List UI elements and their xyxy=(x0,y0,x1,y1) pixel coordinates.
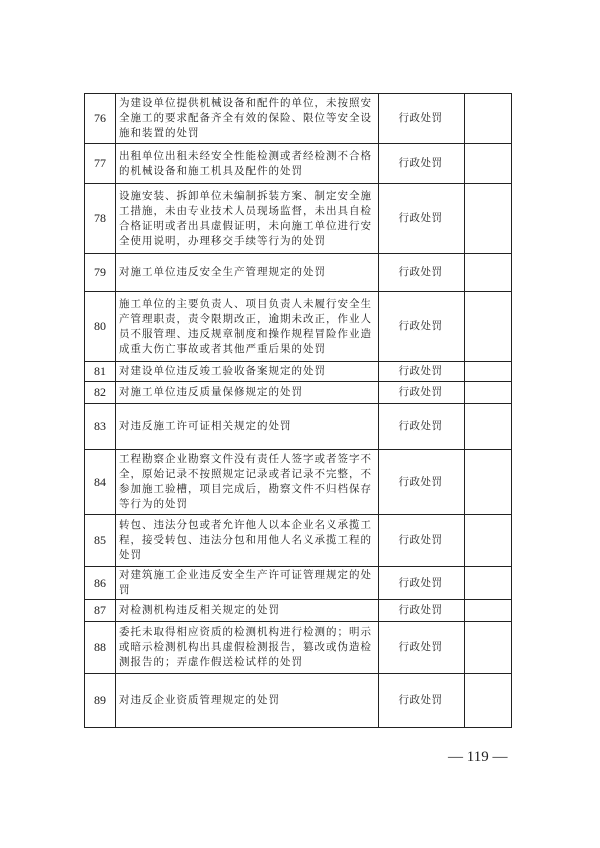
row-number: 78 xyxy=(85,184,116,254)
row-extra xyxy=(465,292,512,362)
row-extra xyxy=(465,382,512,404)
table-row xyxy=(85,144,512,184)
row-description: 对施工单位违反质量保修规定的处罚 xyxy=(116,382,379,404)
row-number: 79 xyxy=(85,254,116,292)
row-category: 行政处罚 xyxy=(379,94,465,144)
table-row xyxy=(85,600,512,622)
row-description: 对违反施工许可证相关规定的处罚 xyxy=(116,404,379,450)
row-extra xyxy=(465,184,512,254)
table-row xyxy=(85,254,512,292)
row-description: 设施安装、拆卸单位未编制拆装方案、制定安全施工措施，未由专业技术人员现场监督，未出具自检合格证明或者出具虚假证明，未向施工单位进行安全使用说明，办理移交手续等行为的处罚 xyxy=(116,184,379,254)
row-description: 为建设单位提供机械设备和配件的单位，未按照安全施工的要求配备齐全有效的保险、限位等安全设施和装置的处罚 xyxy=(116,94,379,144)
row-extra xyxy=(465,567,512,600)
row-extra xyxy=(465,362,512,382)
row-number: 88 xyxy=(85,622,116,674)
table-row xyxy=(85,515,512,567)
document-table xyxy=(84,93,512,728)
table-row xyxy=(85,622,512,674)
row-description: 施工单位的主要负责人、项目负责人未履行安全生产管理职责，责令限期改正，逾期未改正，作业人员不服管理、违反规章制度和操作规程冒险作业造成重大伤亡事故或者其他严重后果的处罚 xyxy=(116,292,379,362)
row-description: 委托未取得相应资质的检测机构进行检测的；明示或暗示检测机构出具虚假检测报告，篡改或伪造检测报告的；弄虚作假送检试样的处罚 xyxy=(116,622,379,674)
row-number: 81 xyxy=(85,362,116,382)
row-number: 89 xyxy=(85,674,116,728)
row-description: 对施工单位违反安全生产管理规定的处罚 xyxy=(116,254,379,292)
table-row xyxy=(85,674,512,728)
row-category: 行政处罚 xyxy=(379,362,465,382)
table-row xyxy=(85,94,512,144)
row-category: 行政处罚 xyxy=(379,144,465,184)
row-category: 行政处罚 xyxy=(379,382,465,404)
row-category: 行政处罚 xyxy=(379,674,465,728)
row-extra xyxy=(465,450,512,515)
row-category: 行政处罚 xyxy=(379,292,465,362)
row-number: 80 xyxy=(85,292,116,362)
row-description: 对违反企业资质管理规定的处罚 xyxy=(116,674,379,728)
row-extra xyxy=(465,515,512,567)
row-category: 行政处罚 xyxy=(379,515,465,567)
table-row xyxy=(85,292,512,362)
row-description: 转包、违法分包或者允许他人以本企业名义承揽工程，接受转包、违法分包和用他人名义承揽工程的处罚 xyxy=(116,515,379,567)
row-description: 对建设单位违反竣工验收备案规定的处罚 xyxy=(116,362,379,382)
table-row xyxy=(85,362,512,382)
row-description: 出租单位出租未经安全性能检测或者经检测不合格的机械设备和施工机具及配件的处罚 xyxy=(116,144,379,184)
table-row xyxy=(85,382,512,404)
row-extra xyxy=(465,404,512,450)
row-category: 行政处罚 xyxy=(379,404,465,450)
row-description: 工程勘察企业勘察文件没有责任人签字或者签字不全，原始记录不按照规定记录或者记录不完整，不参加施工验槽，项目完成后，勘察文件不归档保存等行为的处罚 xyxy=(116,450,379,515)
page-number: — 119 — xyxy=(448,749,508,765)
row-number: 83 xyxy=(85,404,116,450)
table-row xyxy=(85,567,512,600)
row-number: 77 xyxy=(85,144,116,184)
row-number: 84 xyxy=(85,450,116,515)
row-description: 对检测机构违反相关规定的处罚 xyxy=(116,600,379,622)
row-category: 行政处罚 xyxy=(379,450,465,515)
row-category: 行政处罚 xyxy=(379,184,465,254)
row-number: 87 xyxy=(85,600,116,622)
table-row xyxy=(85,184,512,254)
row-category: 行政处罚 xyxy=(379,567,465,600)
row-category: 行政处罚 xyxy=(379,254,465,292)
row-extra xyxy=(465,144,512,184)
row-number: 82 xyxy=(85,382,116,404)
row-number: 85 xyxy=(85,515,116,567)
row-extra xyxy=(465,94,512,144)
row-description: 对建筑施工企业违反安全生产许可证管理规定的处罚 xyxy=(116,567,379,600)
row-extra xyxy=(465,622,512,674)
row-number: 86 xyxy=(85,567,116,600)
table-row xyxy=(85,404,512,450)
row-extra xyxy=(465,600,512,622)
row-extra xyxy=(465,674,512,728)
table-row xyxy=(85,450,512,515)
row-number: 76 xyxy=(85,94,116,144)
row-category: 行政处罚 xyxy=(379,622,465,674)
row-category: 行政处罚 xyxy=(379,600,465,622)
row-extra xyxy=(465,254,512,292)
